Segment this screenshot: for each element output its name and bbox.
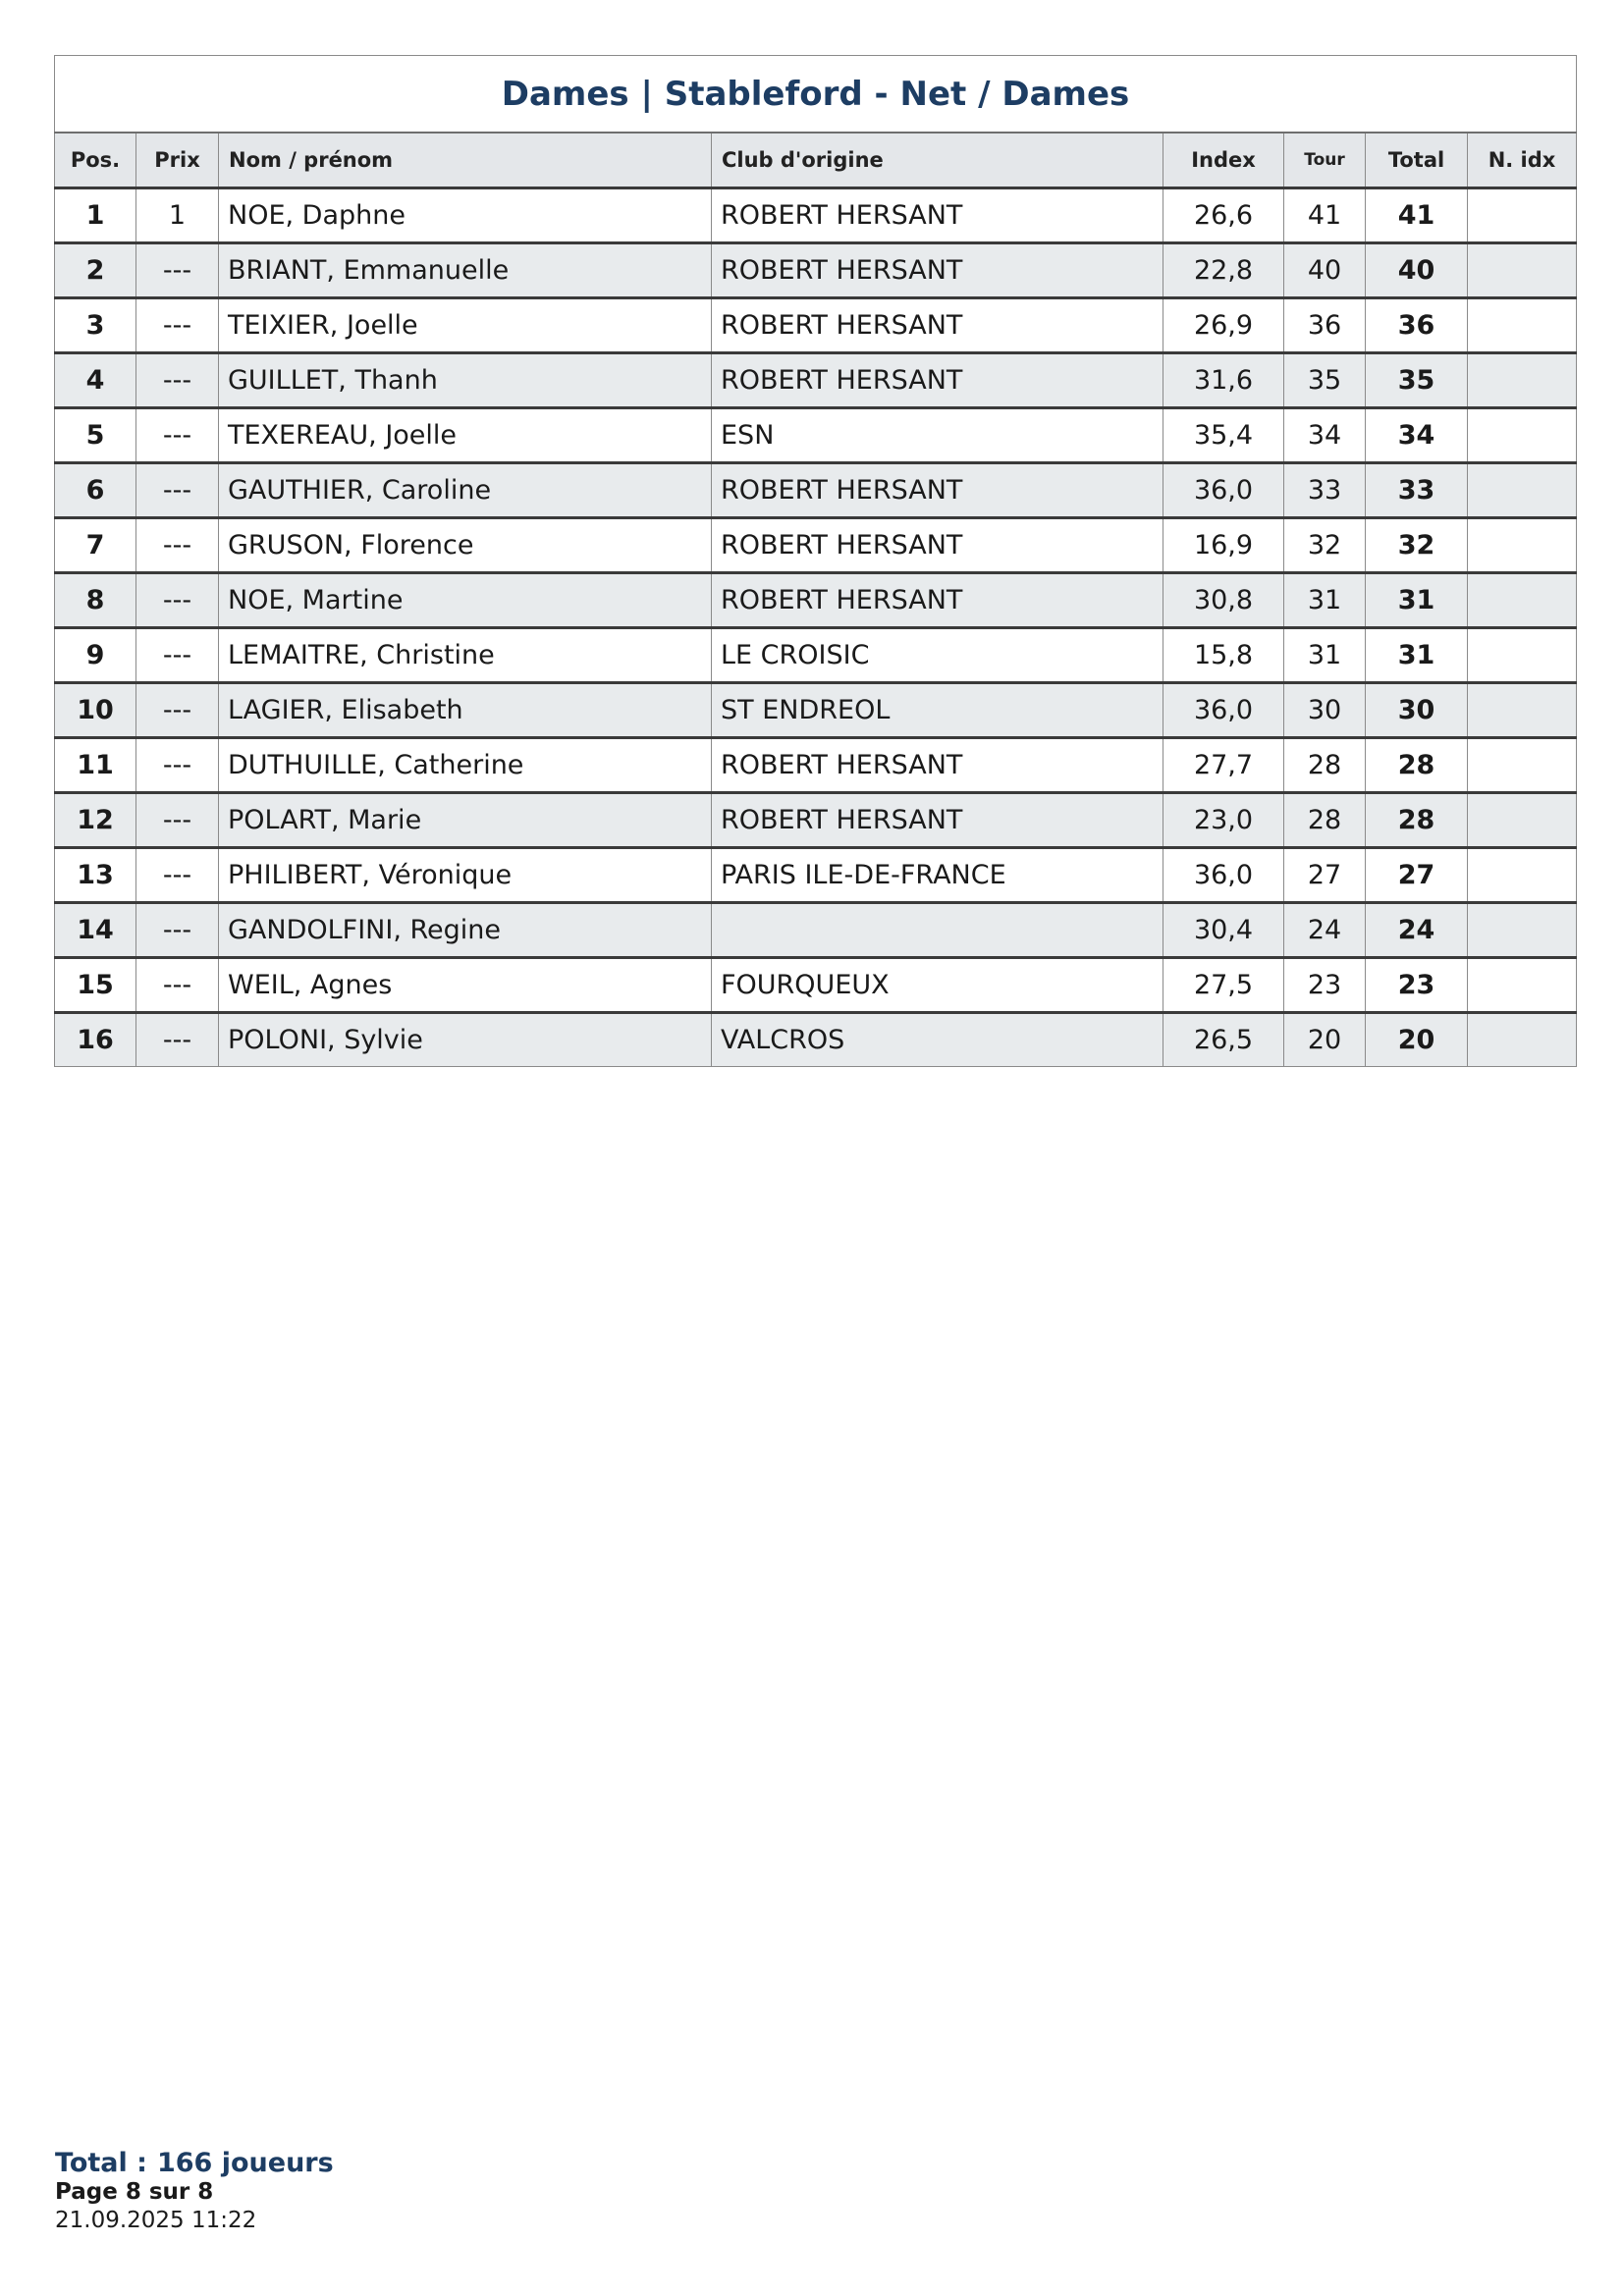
cell-pos: 8 — [55, 573, 136, 628]
cell-prix: --- — [136, 463, 219, 518]
cell-total: 35 — [1366, 353, 1468, 408]
cell-pos: 1 — [55, 188, 136, 243]
cell-nom: BRIANT, Emmanuelle — [219, 243, 712, 298]
cell-club: ROBERT HERSANT — [712, 298, 1163, 353]
cell-tour: 41 — [1284, 188, 1366, 243]
cell-pos: 12 — [55, 793, 136, 848]
table-row — [55, 188, 1577, 243]
cell-index: 36,0 — [1163, 683, 1284, 738]
cell-pos: 7 — [55, 518, 136, 573]
cell-total: 31 — [1366, 573, 1468, 628]
cell-pos: 15 — [55, 958, 136, 1013]
cell-prix: --- — [136, 848, 219, 903]
cell-index: 30,8 — [1163, 573, 1284, 628]
cell-tour: 20 — [1284, 1013, 1366, 1067]
cell-nom: NOE, Martine — [219, 573, 712, 628]
cell-nom: LEMAITRE, Christine — [219, 628, 712, 683]
table-row — [55, 1013, 1577, 1067]
cell-club: ROBERT HERSANT — [712, 518, 1163, 573]
cell-pos: 16 — [55, 1013, 136, 1067]
total-players — [55, 2148, 334, 2179]
cell-club: ST ENDREOL — [712, 683, 1163, 738]
cell-club: ROBERT HERSANT — [712, 353, 1163, 408]
cell-club — [712, 903, 1163, 958]
table-row — [55, 793, 1577, 848]
cell-index: 26,5 — [1163, 1013, 1284, 1067]
cell-club: ROBERT HERSANT — [712, 793, 1163, 848]
cell-tour: 23 — [1284, 958, 1366, 1013]
cell-total: 24 — [1366, 903, 1468, 958]
col-header-nidx: N. idx — [1468, 133, 1577, 188]
table-row — [55, 903, 1577, 958]
table-row — [55, 573, 1577, 628]
cell-total: 32 — [1366, 518, 1468, 573]
col-header-prix: Prix — [136, 133, 219, 188]
cell-index: 31,6 — [1163, 353, 1284, 408]
cell-club: FOURQUEUX — [712, 958, 1163, 1013]
cell-total: 28 — [1366, 793, 1468, 848]
cell-index: 27,5 — [1163, 958, 1284, 1013]
cell-tour: 40 — [1284, 243, 1366, 298]
cell-nom: POLART, Marie — [219, 793, 712, 848]
cell-club: ROBERT HERSANT — [712, 463, 1163, 518]
cell-nidx — [1468, 628, 1577, 683]
cell-total: 41 — [1366, 188, 1468, 243]
cell-index: 27,7 — [1163, 738, 1284, 793]
cell-tour: 33 — [1284, 463, 1366, 518]
cell-club: LE CROISIC — [712, 628, 1163, 683]
cell-tour: 28 — [1284, 793, 1366, 848]
cell-pos: 10 — [55, 683, 136, 738]
cell-nom: POLONI, Sylvie — [219, 1013, 712, 1067]
cell-nidx — [1468, 298, 1577, 353]
cell-pos: 5 — [55, 408, 136, 463]
cell-nom: TEXEREAU, Joelle — [219, 408, 712, 463]
cell-pos: 9 — [55, 628, 136, 683]
cell-nom: GAUTHIER, Caroline — [219, 463, 712, 518]
cell-prix: --- — [136, 958, 219, 1013]
col-header-pos: Pos. — [55, 133, 136, 188]
cell-pos: 3 — [55, 298, 136, 353]
cell-total: 34 — [1366, 408, 1468, 463]
cell-nidx — [1468, 353, 1577, 408]
cell-pos: 2 — [55, 243, 136, 298]
cell-prix: --- — [136, 298, 219, 353]
cell-total: 23 — [1366, 958, 1468, 1013]
cell-tour: 24 — [1284, 903, 1366, 958]
total-label: Total : — [55, 2148, 147, 2178]
cell-index: 35,4 — [1163, 408, 1284, 463]
cell-nidx — [1468, 958, 1577, 1013]
cell-index: 36,0 — [1163, 463, 1284, 518]
cell-nidx — [1468, 573, 1577, 628]
cell-total: 20 — [1366, 1013, 1468, 1067]
cell-nidx — [1468, 793, 1577, 848]
table-row — [55, 738, 1577, 793]
cell-club: ROBERT HERSANT — [712, 738, 1163, 793]
header-row — [55, 133, 1577, 188]
cell-nom: GANDOLFINI, Regine — [219, 903, 712, 958]
cell-nom: GRUSON, Florence — [219, 518, 712, 573]
cell-index: 22,8 — [1163, 243, 1284, 298]
cell-nidx — [1468, 408, 1577, 463]
cell-club: ROBERT HERSANT — [712, 243, 1163, 298]
cell-nidx — [1468, 903, 1577, 958]
cell-index: 16,9 — [1163, 518, 1284, 573]
table-row — [55, 298, 1577, 353]
cell-nidx — [1468, 683, 1577, 738]
cell-nom: LAGIER, Elisabeth — [219, 683, 712, 738]
cell-prix: --- — [136, 353, 219, 408]
cell-club: ESN — [712, 408, 1163, 463]
cell-total: 36 — [1366, 298, 1468, 353]
total-value: 166 joueurs — [156, 2148, 334, 2178]
table-row — [55, 628, 1577, 683]
cell-prix: --- — [136, 903, 219, 958]
cell-prix: --- — [136, 408, 219, 463]
cell-tour: 31 — [1284, 573, 1366, 628]
cell-prix: --- — [136, 518, 219, 573]
table-row — [55, 463, 1577, 518]
table-row — [55, 408, 1577, 463]
cell-prix: --- — [136, 683, 219, 738]
cell-tour: 34 — [1284, 408, 1366, 463]
cell-tour: 35 — [1284, 353, 1366, 408]
col-header-nom: Nom / prénom — [219, 133, 712, 188]
cell-total: 28 — [1366, 738, 1468, 793]
col-header-club: Club d'origine — [712, 133, 1163, 188]
page-footer — [55, 2148, 334, 2235]
results-table — [54, 55, 1577, 1067]
col-header-index: Index — [1163, 133, 1284, 188]
cell-pos: 4 — [55, 353, 136, 408]
cell-tour: 28 — [1284, 738, 1366, 793]
cell-nom: NOE, Daphne — [219, 188, 712, 243]
cell-club: ROBERT HERSANT — [712, 573, 1163, 628]
cell-nidx — [1468, 1013, 1577, 1067]
print-datetime: 21.09.2025 11:22 — [55, 2208, 257, 2233]
cell-total: 27 — [1366, 848, 1468, 903]
cell-prix: --- — [136, 573, 219, 628]
cell-total: 40 — [1366, 243, 1468, 298]
cell-prix: --- — [136, 1013, 219, 1067]
cell-nom: TEIXIER, Joelle — [219, 298, 712, 353]
cell-pos: 13 — [55, 848, 136, 903]
cell-prix: --- — [136, 243, 219, 298]
cell-nom: PHILIBERT, Véronique — [219, 848, 712, 903]
cell-nom: WEIL, Agnes — [219, 958, 712, 1013]
cell-tour: 32 — [1284, 518, 1366, 573]
cell-index: 23,0 — [1163, 793, 1284, 848]
table-row — [55, 518, 1577, 573]
cell-nom: DUTHUILLE, Catherine — [219, 738, 712, 793]
cell-nidx — [1468, 848, 1577, 903]
table-row — [55, 353, 1577, 408]
col-header-total: Total — [1366, 133, 1468, 188]
cell-index: 30,4 — [1163, 903, 1284, 958]
cell-nidx — [1468, 243, 1577, 298]
col-header-tour: Tour — [1284, 133, 1366, 188]
cell-prix: 1 — [136, 188, 219, 243]
cell-index: 26,6 — [1163, 188, 1284, 243]
cell-index: 15,8 — [1163, 628, 1284, 683]
cell-club: VALCROS — [712, 1013, 1163, 1067]
cell-index: 26,9 — [1163, 298, 1284, 353]
cell-index: 36,0 — [1163, 848, 1284, 903]
table-row — [55, 243, 1577, 298]
cell-tour: 27 — [1284, 848, 1366, 903]
cell-tour: 36 — [1284, 298, 1366, 353]
cell-nidx — [1468, 738, 1577, 793]
cell-total: 30 — [1366, 683, 1468, 738]
cell-total: 33 — [1366, 463, 1468, 518]
cell-prix: --- — [136, 793, 219, 848]
cell-prix: --- — [136, 738, 219, 793]
cell-club: ROBERT HERSANT — [712, 188, 1163, 243]
cell-nidx — [1468, 518, 1577, 573]
table-row — [55, 958, 1577, 1013]
cell-nom: GUILLET, Thanh — [219, 353, 712, 408]
table-title: Dames | Stableford - Net / Dames — [55, 56, 1577, 133]
cell-prix: --- — [136, 628, 219, 683]
cell-pos: 6 — [55, 463, 136, 518]
cell-tour: 30 — [1284, 683, 1366, 738]
table-row — [55, 683, 1577, 738]
cell-nidx — [1468, 188, 1577, 243]
results-body — [55, 188, 1577, 1067]
cell-club: PARIS ILE-DE-FRANCE — [712, 848, 1163, 903]
cell-nidx — [1468, 463, 1577, 518]
cell-total: 31 — [1366, 628, 1468, 683]
cell-pos: 14 — [55, 903, 136, 958]
page-number: Page 8 sur 8 — [55, 2179, 214, 2205]
table-row — [55, 848, 1577, 903]
cell-pos: 11 — [55, 738, 136, 793]
cell-tour: 31 — [1284, 628, 1366, 683]
